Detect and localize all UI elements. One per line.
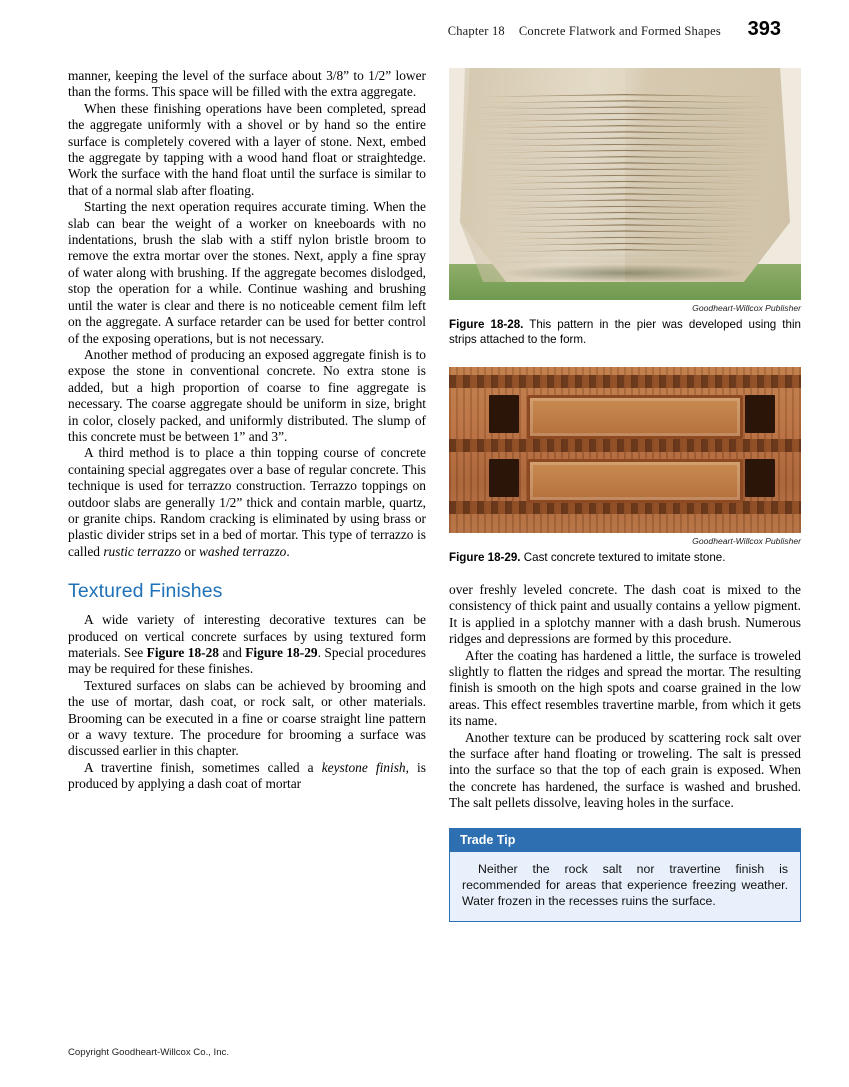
- left-column: [68, 68, 426, 793]
- figure-reference-18-28: Figure 18-28: [146, 645, 220, 660]
- copyright-footer: Copyright Goodheart-Willcox Co., Inc.: [68, 1047, 230, 1058]
- paragraph: Another texture can be produced by scattering rock salt over the surface after hand floating or troweling. The salt is pressed into the surface so that the top of each grain is exposed. When the concrete has hardened, the surface is washed and brushed. The salt pellets dissolve, leaving holes in the surface.: [449, 729, 801, 811]
- figure-18-29-image: [449, 367, 801, 533]
- paragraph-travertine: [68, 760, 426, 793]
- paragraph: manner, keeping the level of the surface about 3/8” to 1/2” lower than the forms. This space will be filled with the extra aggregate.: [68, 68, 426, 100]
- term-keystone-finish: keystone finish: [321, 759, 406, 775]
- period: .: [286, 543, 290, 559]
- stone-panel: [527, 395, 743, 439]
- chapter-number: Chapter 18: [447, 24, 505, 38]
- chapter-title: Concrete Flatwork and Formed Shapes: [518, 24, 721, 38]
- right-column-text: [449, 582, 801, 812]
- term-rustic-terrazzo: rustic terrazzo: [103, 543, 182, 559]
- text-pre: A travertine finish, sometimes called a: [84, 759, 322, 775]
- term-washed-terrazzo: washed terrazzo: [198, 543, 287, 559]
- figure-caption-text: This pattern in the pier was developed using thin strips attached to the form.: [449, 318, 801, 346]
- figure-18-28-image: [449, 68, 801, 300]
- stone-recess: [489, 395, 519, 433]
- paragraph: Textured surfaces on slabs can be achieved by brooming and the use of mortar, dash coat, or rock salt, or other materials. Brooming can be executed in a fine or coarse straight line pattern or a wavy texture. The procedure for brooming a surface was discussed earlier in this chapter.: [68, 677, 426, 759]
- figure-caption: [449, 317, 801, 347]
- paragraph-text: A third method is to place a thin topping course of concrete containing special aggregates over a base of regular concrete. This technique is used for terrazzo construction. Terrazzo toppings on outdoor slabs are generally 1/2” thick and contain marble, quartz, or granite chips. Random cracking is eliminated by using brass or plastic divider strips set in a bed of mortar. This type of terrazzo is called: [68, 445, 426, 559]
- trade-tip-box: [449, 828, 801, 922]
- stone-recess: [745, 395, 775, 433]
- figure-credit: Goodheart-Willcox Publisher: [692, 303, 801, 313]
- figure-18-28: [449, 68, 801, 347]
- figure-label: Figure 18-29.: [449, 551, 521, 564]
- figure-18-29: [449, 367, 801, 565]
- paragraph: After the coating has hardened a little, the surface is troweled slightly to flatten the ridges and spread the mortar. The resulting finish is smooth on the high spots and coarse grained in the low areas. This effect resembles travertine marble, from which it gets its name.: [449, 647, 801, 729]
- stone-recess: [489, 459, 519, 497]
- pier-shadow: [500, 264, 750, 282]
- text-pre: A wide variety of interesting decorative textures can be produced on vertical concrete surfaces by using textured form materials. See: [68, 612, 426, 660]
- section-heading: Textured Finishes: [68, 580, 223, 603]
- figure-caption-text: Cast concrete textured to imitate stone.: [523, 551, 726, 564]
- figure-caption: [449, 550, 801, 565]
- trade-tip-title: Trade Tip: [450, 829, 800, 852]
- trade-tip-body: Neither the rock salt nor travertine finish is recommended for areas that experience freezing weather. Water frozen in the recesses ruins the surface.: [462, 861, 788, 908]
- text-post: . Special procedures may be required for these finishes.: [68, 645, 426, 677]
- figure-credit: Goodheart-Willcox Publisher: [692, 536, 801, 546]
- running-head-text: [448, 24, 721, 39]
- figure-reference-18-29: Figure 18-29: [245, 645, 318, 660]
- running-head: [68, 18, 781, 46]
- paragraph-terrazzo: [68, 445, 426, 560]
- paragraph: When these finishing operations have been completed, spread the aggregate uniformly with a shovel or by hand so the entire surface is completely covered with a layer of stone. Next, embed the aggregate by tapping with a wood hand float or straightedge. Work the surface with the hand float until the surface is similar to that of a normal slab after floating.: [68, 100, 426, 198]
- text-post: , is produced by applying a dash coat of mortar: [68, 759, 426, 792]
- stone-recess: [745, 459, 775, 497]
- paragraph: over freshly leveled concrete. The dash coat is mixed to the consistency of thick paint and usually contains a yellow pigment. It is applied in a splotchy manner with a dash brush. Numerous ridges and depressions are formed by this procedure.: [449, 582, 801, 647]
- text-mid: and: [219, 645, 246, 660]
- chevron-pattern: [455, 68, 795, 264]
- stone-panel: [527, 459, 743, 503]
- paragraph: Another method of producing an exposed aggregate finish is to expose the stone in conventional concrete. No extra stone is added, but a high proportion of coarse to fine aggregate is necessary. The coarse aggregate should be uniform in size, bright in color, closely packed, and uniformly distributed. The slump of this concrete must be between 1” and 3”.: [68, 346, 426, 444]
- right-column: [449, 68, 801, 922]
- conjunction: or: [181, 543, 199, 559]
- figure-label: Figure 18-28.: [449, 318, 524, 331]
- stone-band: [449, 439, 801, 452]
- paragraph-figure-refs: [68, 612, 426, 678]
- stone-band: [449, 375, 801, 388]
- page-number: 393: [747, 18, 781, 40]
- paragraph: Starting the next operation requires accurate timing. When the slab can bear the weight of a worker on kneeboards with no indentations, brush the slab with a stiff nylon bristle broom to remove the extra mortar over the stones. Next, apply a fine spray of water along with brushing. If the aggregate becomes dislodged, stop the operation for a while. Continue washing and brushing until the water is clear and there is no noticeable cement film left on the aggregate. A surface retarder can be used for better control of the exposing operations, but is not necessary.: [68, 199, 426, 346]
